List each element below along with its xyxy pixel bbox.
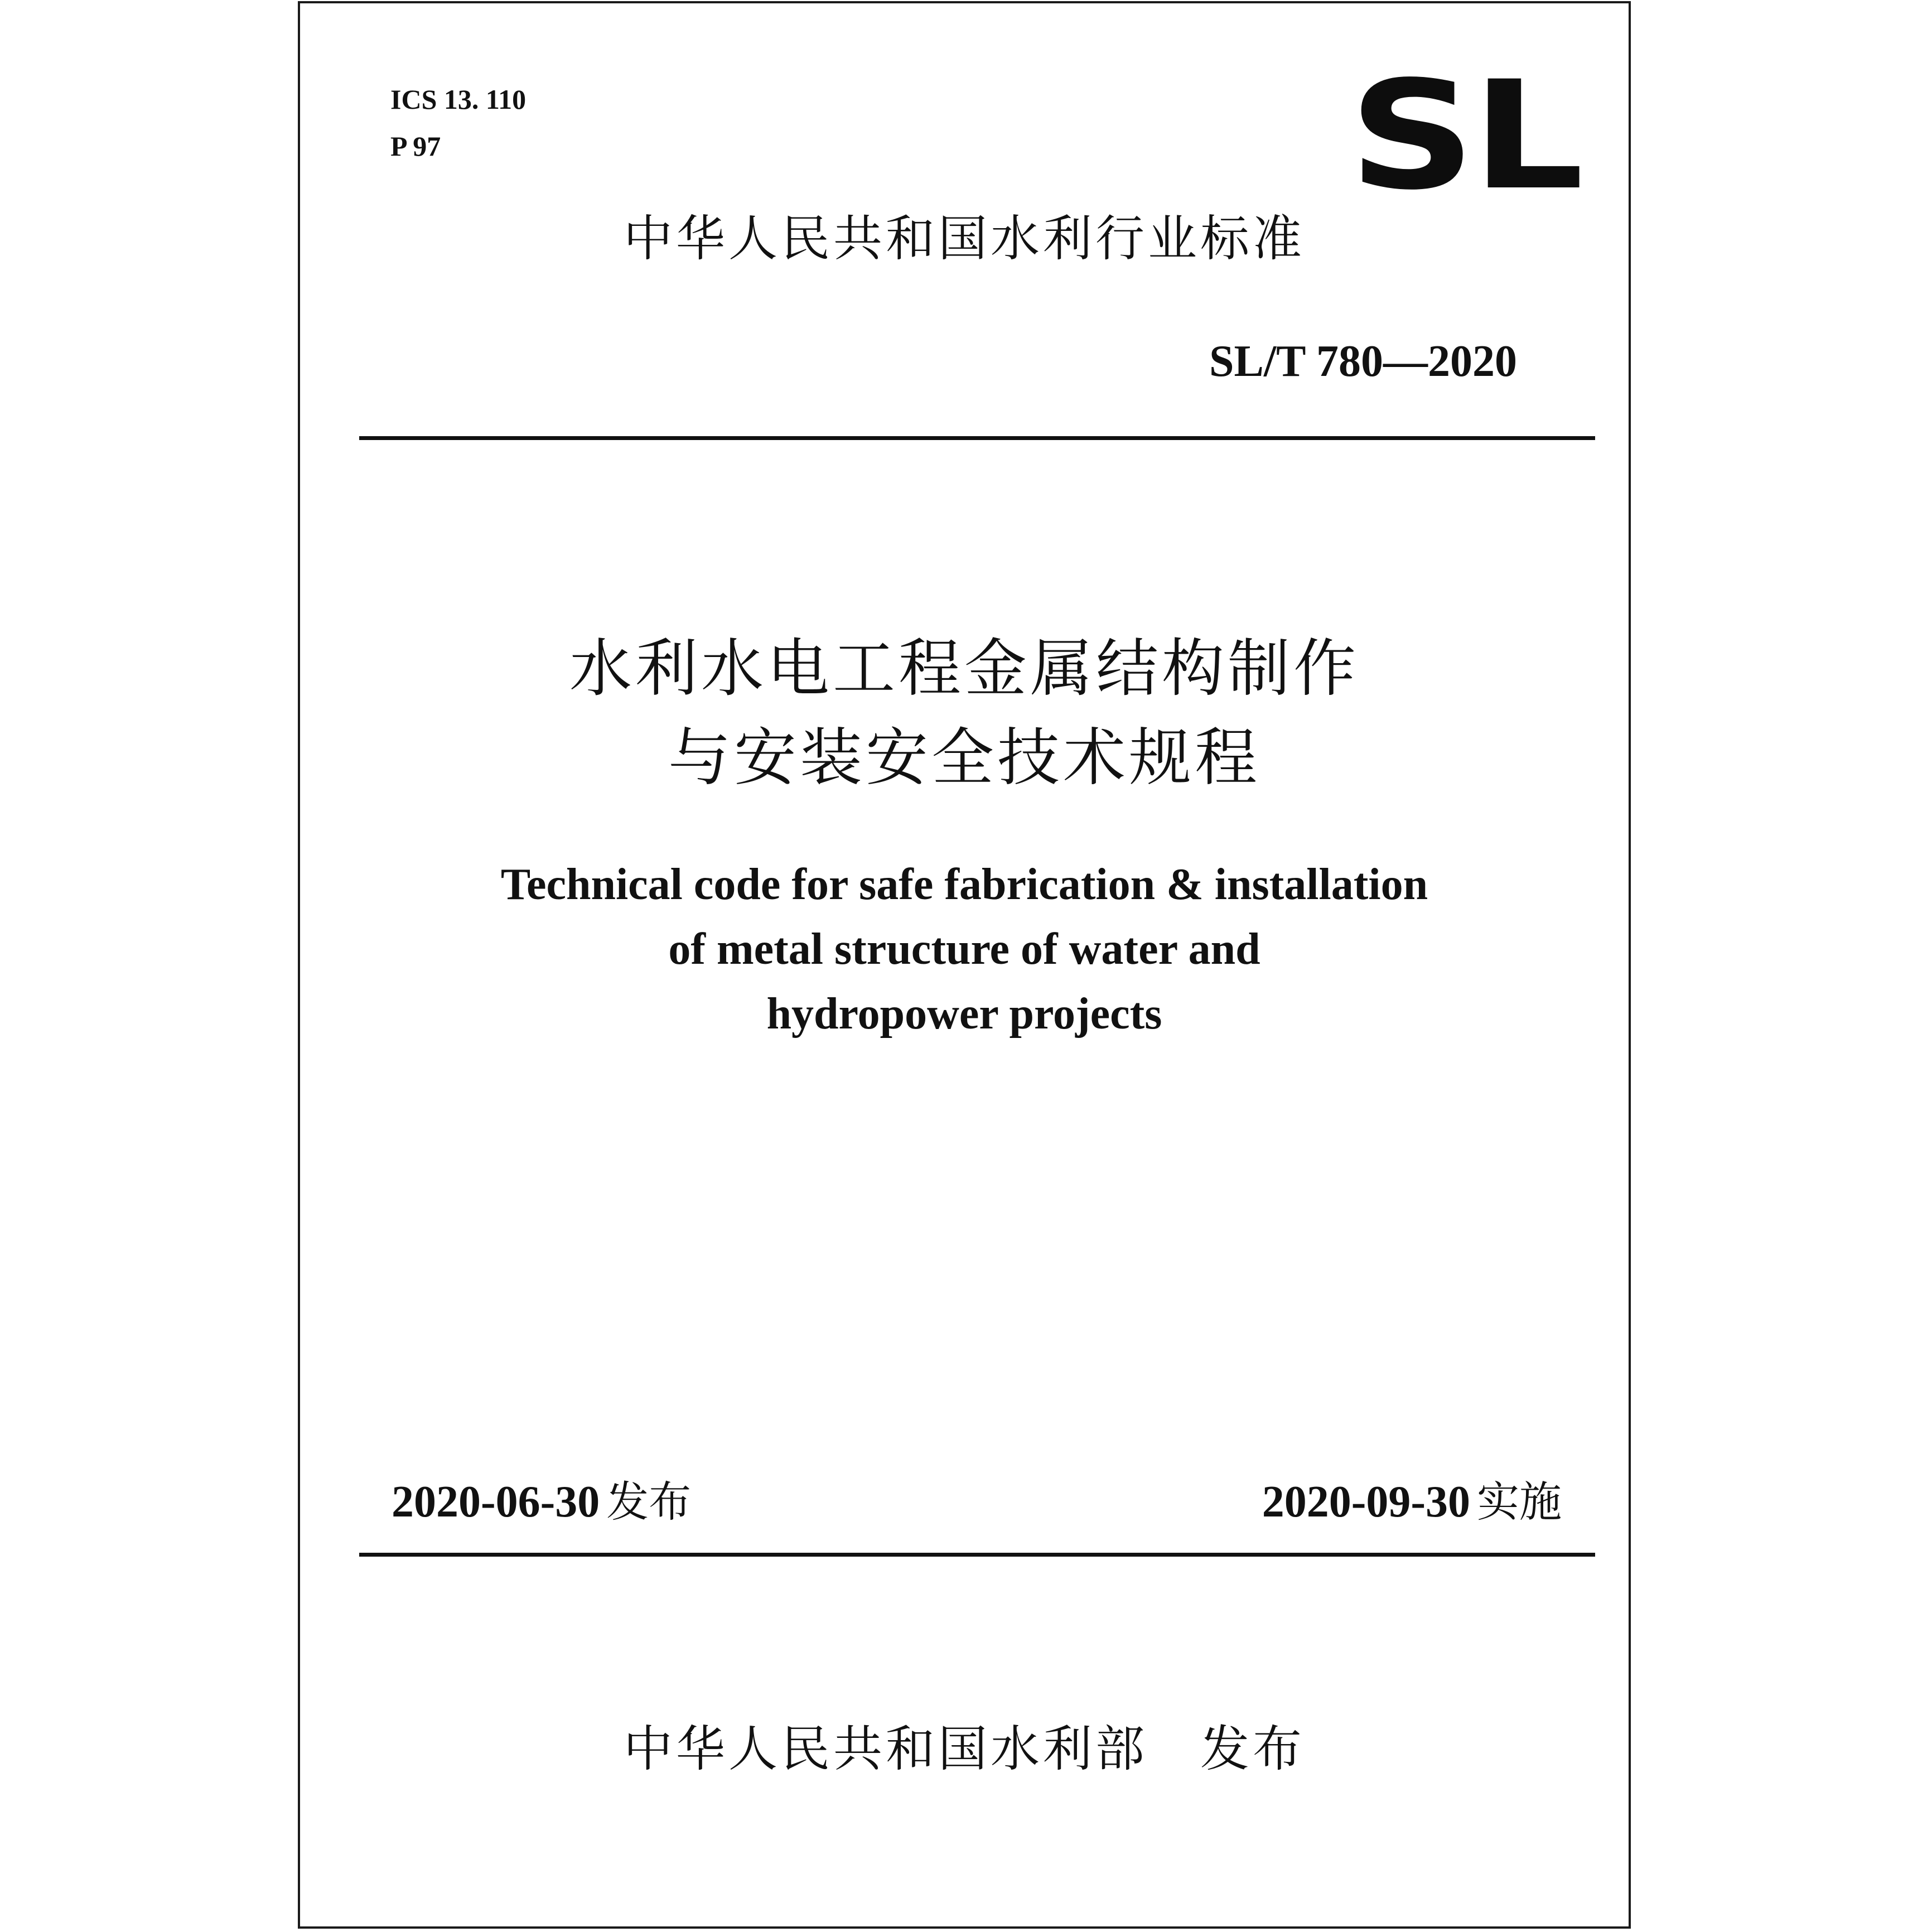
ics-code: ICS 13. 110 (390, 84, 527, 115)
english-title-line-1: Technical code for safe fabrication & installation (500, 860, 1428, 909)
classification-code: P 97 (390, 131, 441, 162)
implement-label: 实施 (1477, 1477, 1562, 1527)
chinese-title-line-1: 水利水电工程金属结构制作 (569, 632, 1359, 705)
organization-title: 中华人民共和国水利行业标准 (623, 210, 1305, 267)
publisher-line (300, 1716, 1629, 1783)
issue-label: 发布 (606, 1477, 692, 1527)
publisher-name: 中华人民共和国水利部 (623, 1720, 1148, 1778)
issue-date-block (392, 1471, 691, 1533)
publisher-action: 发布 (1200, 1720, 1306, 1778)
english-title-line-2: of metal structure of water and (668, 925, 1260, 974)
english-title-line-3: hydropower projects (766, 989, 1162, 1039)
sl-logo: SL (1349, 49, 1581, 223)
implement-date: 2020-09-30 (1262, 1477, 1470, 1527)
bottom-divider (359, 1553, 1595, 1557)
top-divider (359, 436, 1595, 440)
chinese-title-line-2: 与安装安全技术规程 (668, 722, 1260, 794)
document-cover (298, 1, 1631, 1929)
issue-date: 2020-06-30 (392, 1477, 600, 1527)
standard-number: SL/T 780—2020 (1209, 337, 1517, 386)
implement-date-block (1262, 1471, 1562, 1533)
